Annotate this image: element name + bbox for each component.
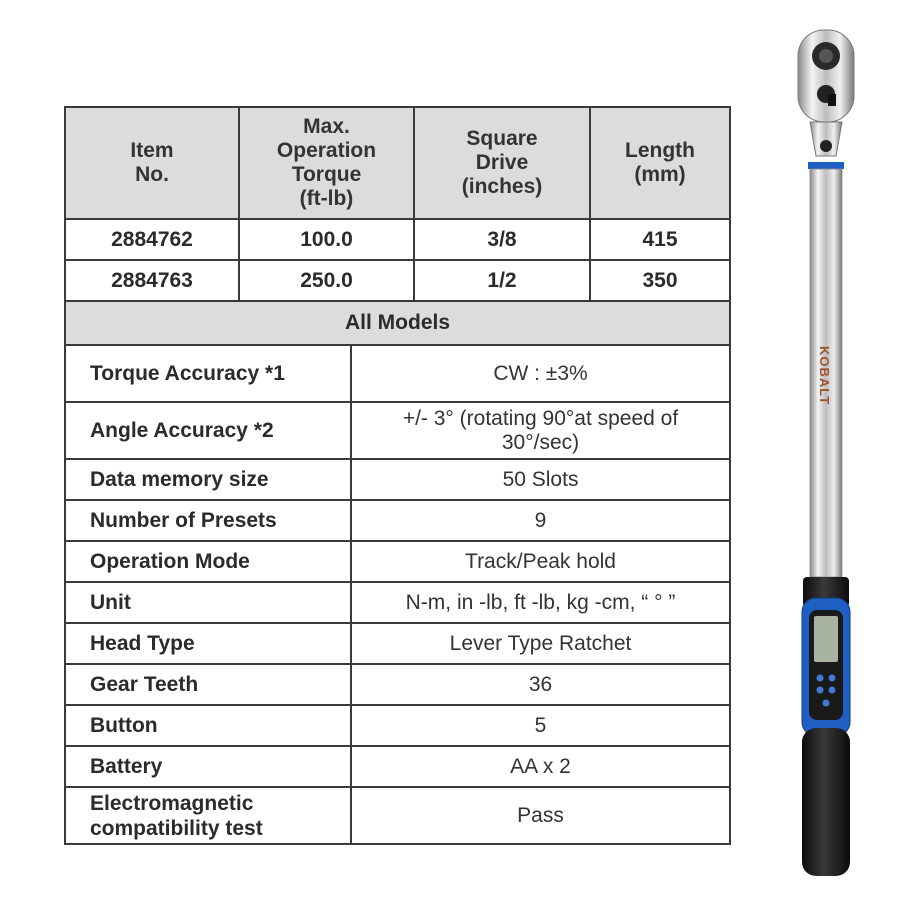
spec-value: 50 Slots <box>351 459 730 500</box>
spec-table <box>64 106 731 845</box>
rubber-grip <box>802 728 850 876</box>
spec-row <box>65 402 730 459</box>
item-no-cell: 2884763 <box>65 260 239 301</box>
button-icon <box>823 700 830 707</box>
model-row <box>65 260 730 301</box>
spec-value: 5 <box>351 705 730 746</box>
header-row <box>65 107 730 219</box>
spec-row <box>65 345 730 402</box>
spec-label: Head Type <box>65 623 351 664</box>
drive-cell: 3/8 <box>414 219 590 260</box>
spec-value: Pass <box>351 787 730 844</box>
button-icon <box>829 687 836 694</box>
model-row <box>65 219 730 260</box>
button-icon <box>817 675 824 682</box>
length-cell: 415 <box>590 219 730 260</box>
spec-value: Track/Peak hold <box>351 541 730 582</box>
spec-row <box>65 541 730 582</box>
spec-row <box>65 623 730 664</box>
spec-row <box>65 459 730 500</box>
spec-row <box>65 787 730 844</box>
spec-row <box>65 582 730 623</box>
spec-row <box>65 664 730 705</box>
lcd-screen <box>814 616 838 662</box>
spec-label: Battery <box>65 746 351 787</box>
spec-value: 36 <box>351 664 730 705</box>
torque-cell: 250.0 <box>239 260 414 301</box>
spec-row <box>65 705 730 746</box>
drive-cell: 1/2 <box>414 260 590 301</box>
header-item-no: Item No. <box>65 107 239 219</box>
spec-label: Data memory size <box>65 459 351 500</box>
spec-row <box>65 746 730 787</box>
torque-wrench-image <box>790 28 860 880</box>
all-models-row <box>65 301 730 345</box>
spec-value: Lever Type Ratchet <box>351 623 730 664</box>
header-max-torque: Max. Operation Torque (ft-lb) <box>239 107 414 219</box>
spec-label: Gear Teeth <box>65 664 351 705</box>
length-cell: 350 <box>590 260 730 301</box>
spec-label: Unit <box>65 582 351 623</box>
spec-label: Electromagnetic compatibility test <box>65 787 351 844</box>
ratchet-head <box>798 30 854 156</box>
spec-value: +/- 3° (rotating 90°at speed of 30°/sec) <box>351 402 730 459</box>
header-length: Length (mm) <box>590 107 730 219</box>
button-icon <box>817 687 824 694</box>
blue-ring <box>808 162 844 169</box>
spec-label: Angle Accuracy *2 <box>65 402 351 459</box>
spec-label: Button <box>65 705 351 746</box>
spec-label: Number of Presets <box>65 500 351 541</box>
spec-label: Torque Accuracy *1 <box>65 345 351 402</box>
spec-value: 9 <box>351 500 730 541</box>
torque-cell: 100.0 <box>239 219 414 260</box>
spec-value: N-m, in -lb, ft -lb, kg -cm, “ ° ” <box>351 582 730 623</box>
spec-label: Operation Mode <box>65 541 351 582</box>
all-models-title: All Models <box>65 301 730 345</box>
brand-logo: KOBALT <box>817 346 832 406</box>
spec-value: AA x 2 <box>351 746 730 787</box>
button-icon <box>829 675 836 682</box>
spec-row <box>65 500 730 541</box>
item-no-cell: 2884762 <box>65 219 239 260</box>
digital-display-panel <box>802 598 850 736</box>
spec-value: CW : ±3% <box>351 345 730 402</box>
header-square-drive: Square Drive (inches) <box>414 107 590 219</box>
